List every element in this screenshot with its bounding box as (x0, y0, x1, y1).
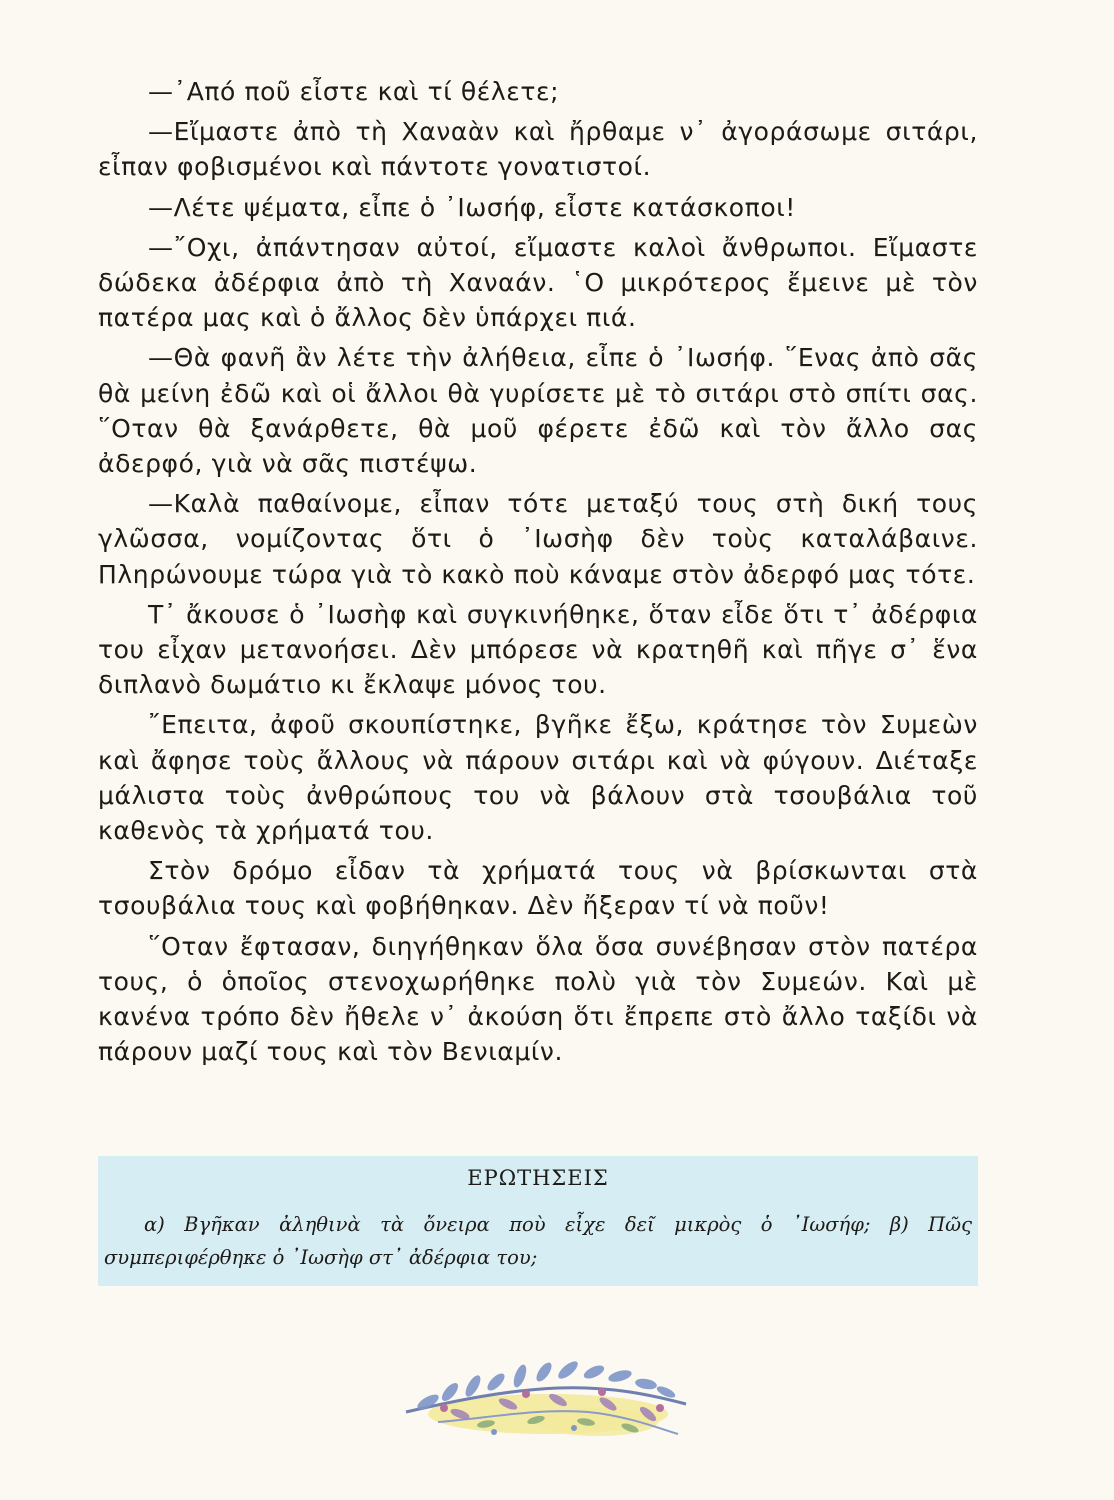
paragraph: —῎Οχι, ἀπάντησαν αὐτοί, εἴμαστε καλοὶ ἄνθρωποι. Εἴμαστε δώδεκα ἀδέρφια ἀπὸ τὴ Χαναάν. ῾Ο μικρότερος ἔμεινε μὲ τὸν πατέρα μας καὶ ὁ ἄλλος δὲν ὑπάρχει πιά. (98, 232, 978, 333)
paragraph: —Θὰ φανῆ ἂν λέτε τὴν ἀλήθεια, εἶπε ὁ ᾿Ιωσήφ. ῞Ενας ἀπὸ σᾶς θὰ μείνη ἐδῶ καὶ οἱ ἄλλοι θὰ γυρίσετε μὲ τὸ σιτάρι στὸ σπίτι σας. ῞Οταν θὰ ξανάρθετε, θὰ μοῦ φέρετε ἐδῶ καὶ τὸν ἄλλο σας ἀδερφό, γιὰ νὰ σᾶς πιστέψω. (98, 343, 978, 479)
paragraph: ῞Οταν ἔφτασαν, διηγήθηκαν ὅλα ὅσα συνέβησαν στὸν πατέρα τους, ὁ ὁποῖος στενοχωρήθηκε πολὺ γιὰ τὸν Συμεών. Καὶ μὲ κανένα τρόπο δὲν ἤθελε ν᾿ ἀκούση ὅτι ἔπρεπε στὸ ἄλλο ταξίδι νὰ πάρουν μαζί τους καὶ τὸν Βενιαμίν. (98, 931, 978, 1067)
paragraph: ῎Επειτα, ἀφοῦ σκουπίστηκε, βγῆκε ἔξω, κράτησε τὸν Συμεὼν καὶ ἄφησε τοὺς ἄλλους νὰ πάρουν σιτάρι καὶ νὰ φύγουν. Διέταξε μάλιστα τοὺς ἀνθρώπους του νὰ βάλουν στὰ τσουβάλια τοῦ καθενὸς τὰ χρήματά του. (98, 710, 978, 846)
floral-vignette-icon (398, 1342, 694, 1448)
paragraph: —Λέτε ψέματα, εἶπε ὁ ᾿Ιωσήφ, εἶστε κατάσκοποι! (148, 192, 796, 222)
story-text (98, 74, 978, 1074)
questions-box (98, 1156, 978, 1286)
paragraph: —Καλὰ παθαίνομε, εἶπαν τότε μεταξύ τους στὴ δική τους γλῶσσα, νομίζοντας ὅτι ὁ ᾿Ιωσὴφ δὲν τοὺς καταλάβαινε. Πληρώνουμε τώρα γιὰ τὸ κακὸ ποὺ κάναμε στὸν ἀδερφό μας τότε. (98, 489, 978, 589)
questions-text: α) Βγῆκαν ἀληθινὰ τὰ ὄνειρα ποὺ εἶχε δεῖ μικρὸς ὁ ᾿Ιωσήφ; β) Πῶς συμπεριφέρθηκε ὁ ᾿Ιωσὴφ στ᾿ ἀδέρφια του; (104, 1213, 972, 1269)
paragraph: Στὸν δρόμο εἶδαν τὰ χρήματά τους νὰ βρίσκωνται στὰ τσουβάλια τους καὶ φοβήθηκαν. Δὲν ἤξεραν τί νὰ ποῦν! (98, 856, 978, 921)
paragraph: —Εἴμαστε ἀπὸ τὴ Χαναὰν καὶ ἤρθαμε ν᾿ ἀγοράσωμε σιτάρι, εἶπαν φοβισμένοι καὶ πάντοτε γονατιστοί. (98, 117, 978, 182)
questions-title: ΕΡΩΤΗΣΕΙΣ (467, 1166, 609, 1190)
paragraph: Τ᾿ ἄκουσε ὁ ᾿Ιωσὴφ καὶ συγκινήθηκε, ὅταν εἶδε ὅτι τ᾿ ἀδέρφια του εἶχαν μετανοήσει. Δὲν μπόρεσε νὰ κρατηθῆ καὶ πῆγε σ᾿ ἕνα διπλανὸ δωμάτιο κι ἔκλαψε μόνος του. (98, 599, 978, 700)
paragraph: —᾿Από ποῦ εἶστε καὶ τί θέλετε; (148, 77, 560, 106)
